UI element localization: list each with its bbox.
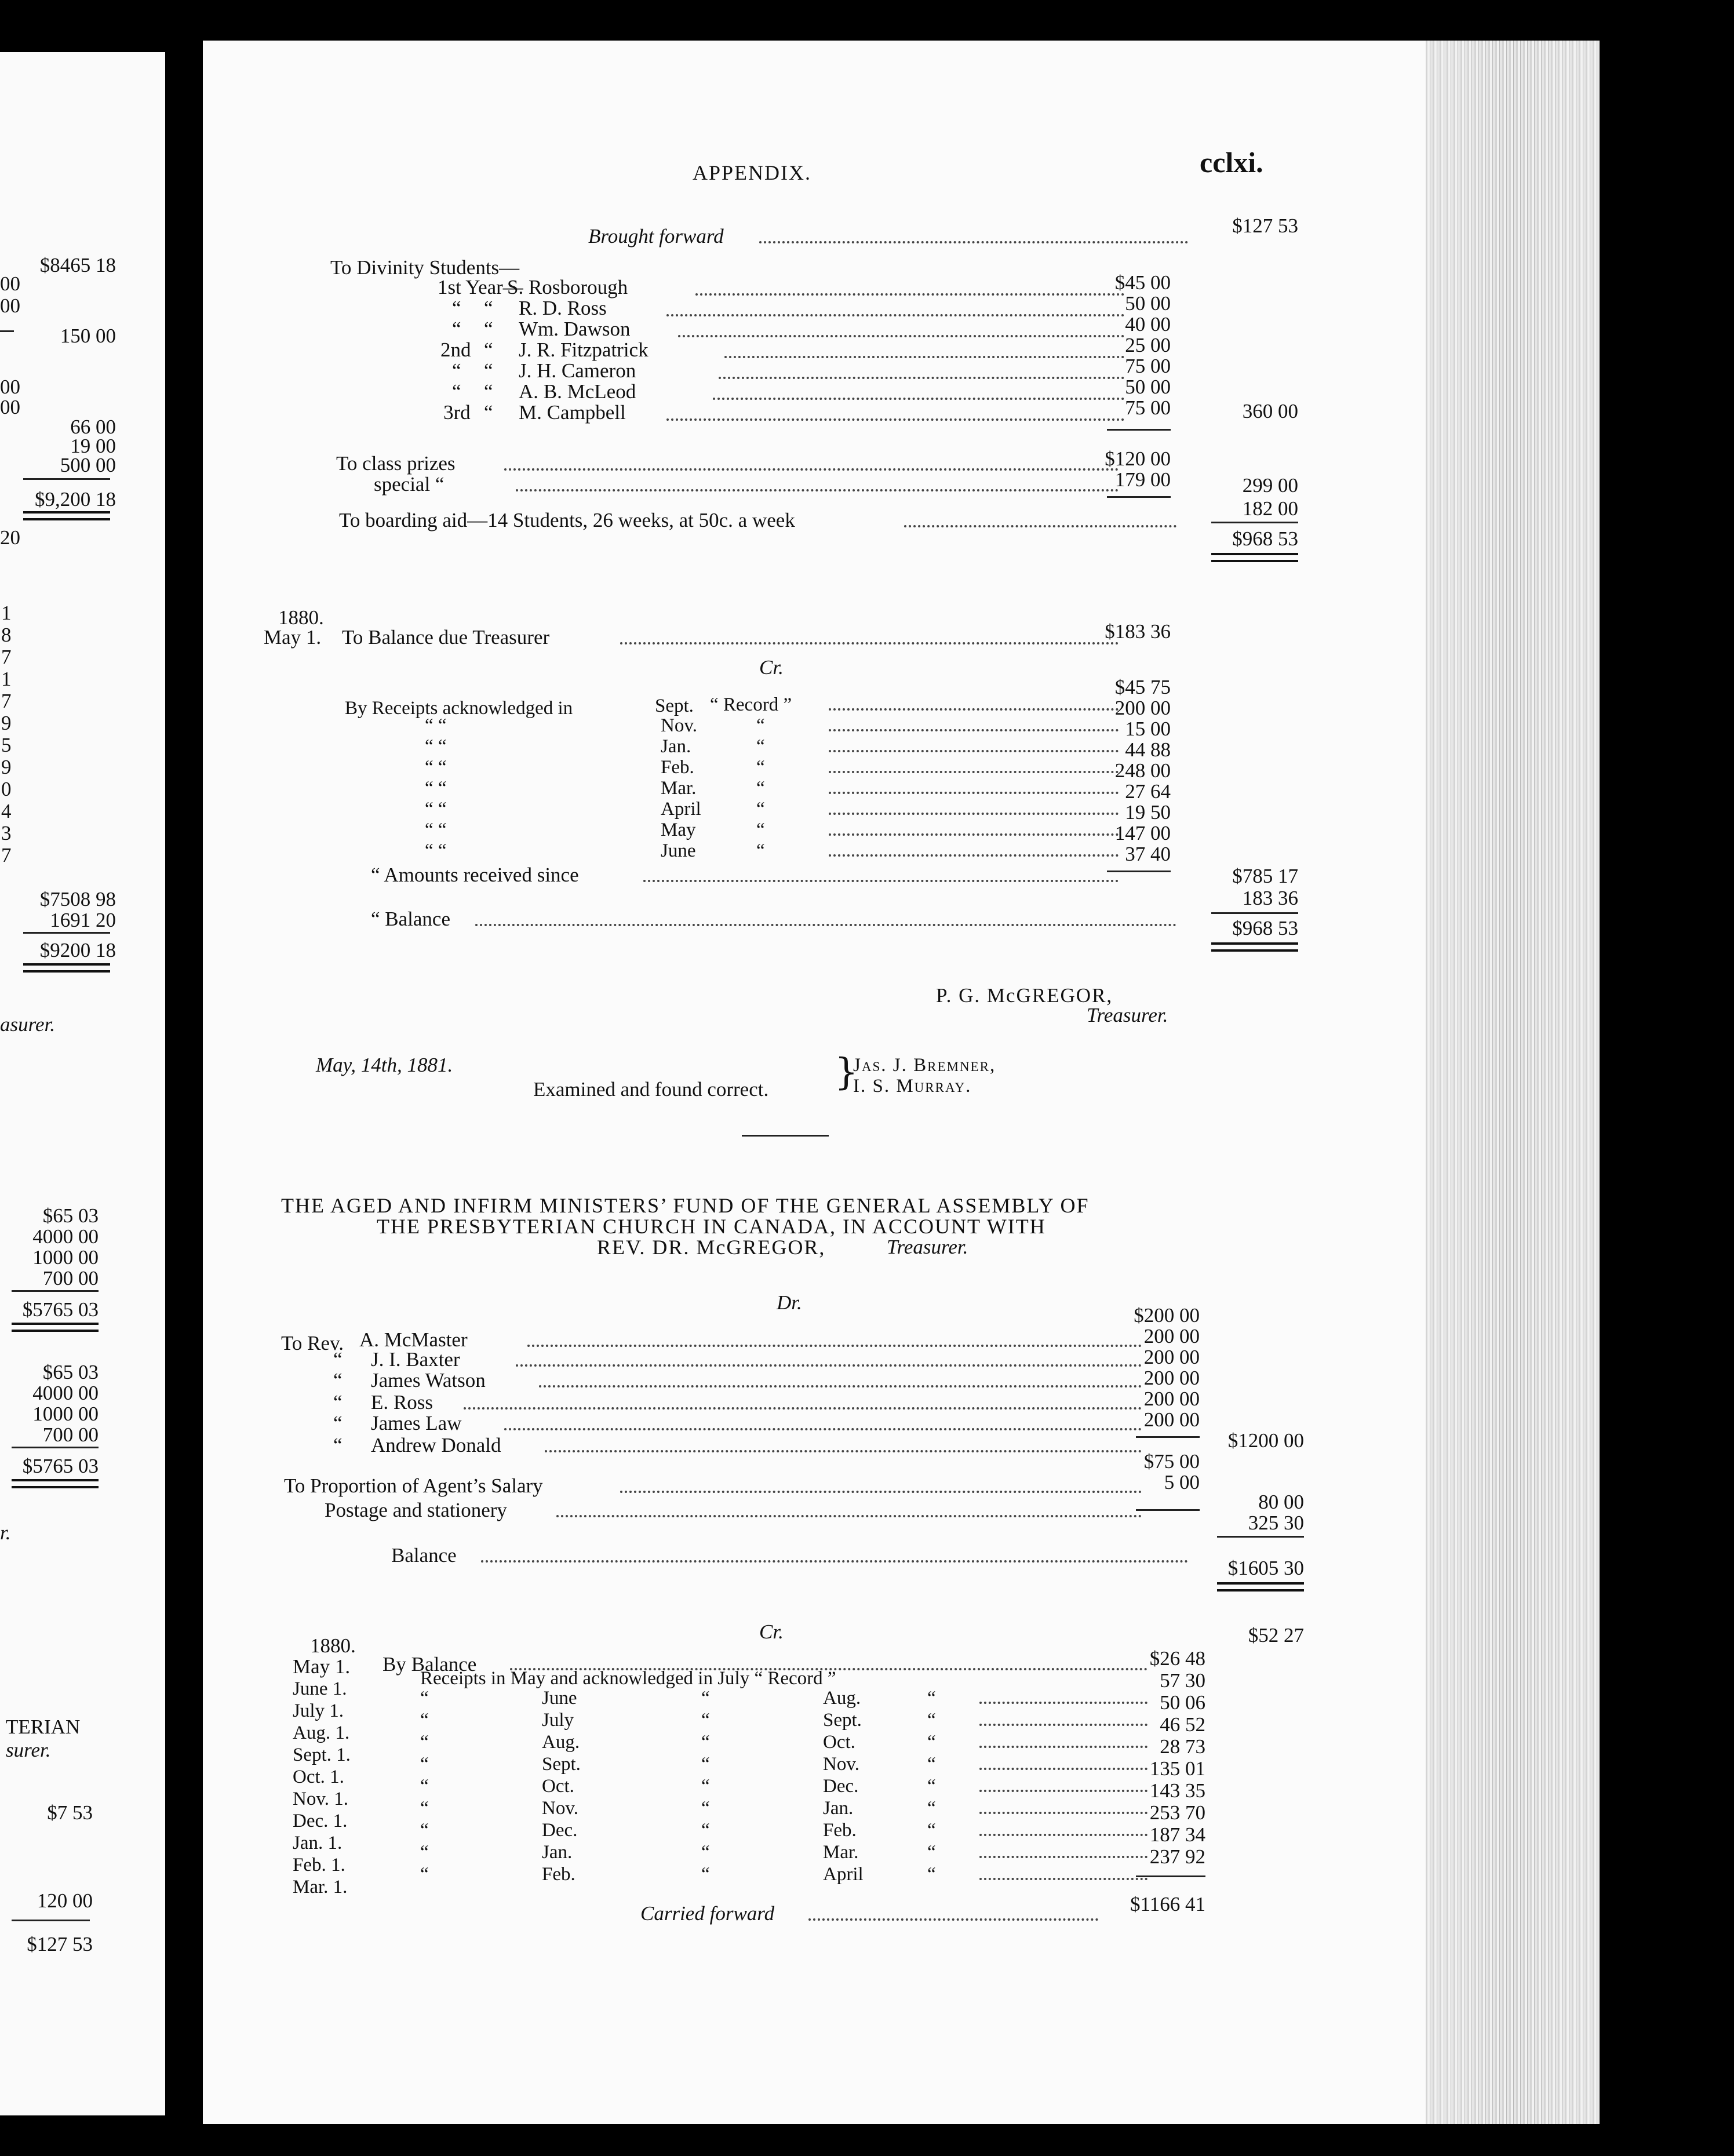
ditto-marks: “ “ (425, 778, 447, 799)
leader-dots (643, 880, 1119, 882)
left-fragment: 7 (1, 646, 12, 668)
entry-date: July 1. (293, 1700, 344, 1721)
brace: } (835, 1051, 858, 1094)
ditto-mark: “ (420, 1842, 429, 1863)
left-amount: 00 (0, 272, 20, 295)
ditto-mark: “ (484, 318, 493, 340)
credit-amount: 28 73 (1160, 1735, 1205, 1758)
subtotal-rule (1107, 871, 1171, 872)
receipt-month: Sept. (655, 695, 694, 716)
ditto-marks: “ “ (425, 715, 447, 736)
receipt-label: By Receipts acknowledged in (345, 698, 573, 719)
left-total: $5765 03 (22, 1298, 99, 1321)
month-received: Sept. (542, 1754, 581, 1775)
entry-date: Feb. 1. (293, 1855, 345, 1875)
minister-amount: 200 00 (1143, 1367, 1200, 1389)
ditto-mark: “ (333, 1348, 343, 1371)
ditto-marks: “ “ (425, 736, 447, 757)
minister-amount: 200 00 (1143, 1346, 1200, 1368)
ditto-mark: “ (484, 380, 493, 403)
treasurer-title: Treasurer. (1087, 1004, 1168, 1026)
student-name: R. D. Ross (519, 297, 607, 319)
month-acknowledged: Dec. (823, 1776, 859, 1797)
minister-amount: 200 00 (1143, 1408, 1200, 1431)
ditto-mark: “ (927, 1798, 936, 1819)
ditto-mark: “ (420, 1710, 429, 1731)
left-fragment: asurer. (0, 1013, 55, 1036)
amounts-since-label: “ Amounts received since (371, 864, 579, 886)
left-fragment: 7 (1, 844, 12, 866)
entry-date: Oct. 1. (293, 1767, 344, 1787)
leader-dots (481, 1560, 1188, 1563)
student-amount: 75 00 (1125, 396, 1171, 419)
boarding-label: To boarding aid—14 Students, 26 weeks, at 50c. a week (339, 509, 795, 531)
month-received: July (542, 1710, 574, 1731)
left-rule (12, 1290, 99, 1292)
student-amount: 75 00 (1125, 355, 1171, 377)
student-year: 2nd (440, 338, 471, 361)
month-acknowledged: April (823, 1864, 864, 1885)
month-received: Aug. (542, 1732, 580, 1753)
credit-amount: 237 92 (1149, 1845, 1205, 1868)
left-amount: 4000 00 (32, 1382, 99, 1404)
student-amount: $45 00 (1114, 271, 1171, 294)
total-rule (1211, 912, 1298, 914)
credit-amount: 57 30 (1160, 1669, 1205, 1692)
ditto-mark: “ (420, 1754, 429, 1775)
receipt-month: Mar. (661, 778, 697, 799)
left-amount: 00 (0, 376, 20, 398)
total-double-rule (1217, 1582, 1304, 1585)
special-prizes-amount: 179 00 (1114, 468, 1171, 491)
fund-title-line: REV. DR. McGREGOR, (597, 1236, 826, 1259)
left-amount: 20 (0, 526, 20, 549)
subtotal-rule (1107, 429, 1171, 431)
agent-salary-amount: $75 00 (1143, 1450, 1200, 1473)
leader-dots (979, 1878, 1148, 1880)
left-fragment: 7 (1, 690, 12, 712)
receipt-month: Nov. (661, 715, 697, 736)
ditto-mark: “ (701, 1798, 710, 1819)
student-year: “ (452, 380, 461, 403)
credit-amount: 187 34 (1149, 1823, 1205, 1846)
postage-amount: 5 00 (1164, 1471, 1200, 1494)
left-amount: 700 00 (42, 1423, 99, 1446)
receipt-amount: 37 40 (1125, 843, 1171, 865)
balance-due-label: To Balance due Treasurer (342, 626, 550, 649)
ditto-mark: “ (420, 1820, 429, 1841)
credit-amount: 135 01 (1149, 1757, 1205, 1780)
left-amount: 1691 20 (50, 909, 116, 931)
total-double-rule (1211, 553, 1298, 555)
examination-date: May, 14th, 1881. (316, 1054, 453, 1076)
receipt-amount: $45 75 (1114, 676, 1171, 698)
entry-date: Dec. 1. (293, 1811, 348, 1831)
debit-grand-total: $968 53 (1232, 527, 1298, 550)
ditto-mark: “ (756, 757, 765, 778)
left-fragment: 9 (1, 756, 12, 778)
prizes-total: 299 00 (1242, 474, 1298, 497)
left-fragment: surer. (6, 1739, 51, 1761)
examined-label: Examined and found correct. (533, 1078, 769, 1101)
ditto-mark: “ (701, 1732, 710, 1753)
section-divider (742, 1135, 829, 1137)
month-received: Nov. (542, 1798, 578, 1819)
student-name: Wm. Dawson (519, 318, 631, 340)
balance-year: 1880. (278, 606, 324, 629)
minister-name: James Law (371, 1412, 462, 1434)
student-amount: 25 00 (1125, 334, 1171, 356)
credit-amount: 46 52 (1160, 1713, 1205, 1736)
left-amount: $8465 18 (39, 254, 116, 276)
leader-dots (904, 525, 1176, 527)
credit-heading: Cr. (759, 1620, 784, 1643)
carried-forward-label: Carried forward (640, 1902, 775, 1925)
carried-forward-amount: $1166 41 (1130, 1893, 1205, 1915)
student-name: J. H. Cameron (519, 359, 636, 382)
left-rule (12, 1920, 90, 1921)
ditto-mark: “ (756, 799, 765, 820)
entry-date: Jan. 1. (293, 1833, 343, 1853)
treasurer-name: P. G. McGREGOR, (936, 984, 1113, 1007)
credit-balance-total: 183 36 (1242, 887, 1298, 909)
credit-amount: 50 06 (1160, 1691, 1205, 1714)
ditto-mark: “ (701, 1842, 710, 1863)
left-amount: 19 00 (70, 435, 116, 457)
ditto-mark: “ (927, 1820, 936, 1841)
leader-dots (759, 241, 1188, 243)
left-amount: 150 00 (60, 325, 116, 347)
leader-dots (475, 924, 1176, 926)
month-acknowledged: Feb. (823, 1820, 857, 1841)
credit-amount: 143 35 (1149, 1779, 1205, 1802)
ditto-mark: “ (420, 1688, 429, 1709)
left-amount: 66 00 (70, 416, 116, 438)
ditto-marks: “ “ (425, 840, 447, 861)
section2-balance-label: Balance (391, 1544, 457, 1567)
receipt-amount: 15 00 (1125, 718, 1171, 740)
by-balance-label: By Balance (382, 1653, 477, 1676)
ditto-mark: “ (756, 736, 765, 757)
debit-total: $1605 30 (1227, 1557, 1304, 1579)
credit-heading: Cr. (759, 656, 784, 679)
brought-forward-label: Brought forward (588, 225, 724, 247)
receipt-amount: 19 50 (1125, 801, 1171, 824)
divinity-total: 360 00 (1242, 400, 1298, 423)
ditto-mark: “ (927, 1864, 936, 1885)
month-received: Oct. (542, 1776, 574, 1797)
ditto-mark: “ (420, 1776, 429, 1797)
student-amount: 40 00 (1125, 313, 1171, 336)
left-fragment: 3 (1, 822, 12, 844)
leader-dots (556, 1515, 1142, 1517)
amounts-since-total: $785 17 (1232, 865, 1298, 887)
receipt-month: April (661, 799, 701, 820)
entry-date: Aug. 1. (293, 1722, 350, 1743)
page-number: cclxi. (1200, 146, 1263, 179)
student-name: M. Campbell (519, 401, 626, 424)
ditto-mark: “ (701, 1710, 710, 1731)
left-rule (23, 932, 110, 934)
leader-dots (808, 1918, 1098, 1921)
receipt-month: Jan. (661, 736, 691, 757)
debit-heading: Dr. (777, 1291, 802, 1314)
left-fragment: 5 (1, 734, 12, 756)
left-fragment: r. (0, 1521, 11, 1544)
minister-prefix: To Rev. (281, 1332, 344, 1354)
left-double-rule (12, 1323, 99, 1325)
left-double-rule (23, 963, 110, 966)
receipt-amount: 147 00 (1114, 822, 1171, 844)
left-amount: 00 (0, 294, 20, 317)
postage-label: Postage and stationery (325, 1499, 507, 1521)
left-fragment: 8 (1, 624, 12, 646)
ditto-mark: “ (927, 1688, 936, 1709)
student-amount: 50 00 (1125, 376, 1171, 398)
auditor-name: I. S. Murray. (853, 1076, 972, 1097)
left-rule (0, 330, 14, 332)
fund-title-role: Treasurer. (887, 1236, 968, 1258)
ditto-mark: “ (333, 1412, 343, 1434)
left-amount: $65 03 (42, 1361, 99, 1383)
left-double-rule (23, 511, 110, 513)
minister-name: Andrew Donald (371, 1434, 501, 1456)
balance-date: May 1. (264, 626, 322, 649)
ditto-mark: “ (756, 840, 765, 861)
receipt-month: June (661, 840, 696, 861)
total-rule (1217, 1536, 1304, 1538)
subtotal-rule (1136, 1875, 1205, 1877)
left-amount: $7508 98 (39, 888, 116, 911)
left-fragment: 1 (1, 602, 12, 624)
receipts-heading: Receipts in May and acknowledged in July “ Record ” (420, 1668, 836, 1689)
ministers-total: $1200 00 (1227, 1429, 1304, 1452)
ditto-mark: “ (333, 1369, 343, 1392)
brought-forward-total: $127 53 (1232, 214, 1298, 237)
credit-balance-total: $52 27 (1248, 1624, 1304, 1647)
student-year: 1st Year— (438, 276, 523, 298)
month-received: Feb. (542, 1864, 575, 1885)
ditto-mark: “ (420, 1798, 429, 1819)
credit-balance-label: “ Balance (371, 908, 450, 930)
left-total: $9200 18 (39, 939, 116, 962)
ditto-mark: “ (484, 359, 493, 382)
subtotal-rule (1136, 1509, 1200, 1511)
student-year: “ (452, 297, 461, 319)
ditto-marks: “ “ (425, 757, 447, 778)
receipt-amount: 248 00 (1114, 759, 1171, 782)
record-label: “ Record ” (710, 694, 792, 715)
book-page-edges (1426, 41, 1600, 2124)
credit-year: 1880. (310, 1634, 356, 1657)
appendix-page (203, 41, 1426, 2124)
student-year: “ (452, 318, 461, 340)
subtotal-rule (1107, 496, 1171, 498)
left-amount: $7 53 (47, 1801, 93, 1824)
entry-date: June 1. (293, 1678, 347, 1699)
ditto-mark: “ (701, 1820, 710, 1841)
student-amount: 50 00 (1125, 292, 1171, 315)
receipt-amount: 44 88 (1125, 738, 1171, 761)
ditto-mark: “ (484, 297, 493, 319)
ditto-mark: “ (701, 1864, 710, 1885)
left-total: $127 53 (27, 1933, 93, 1955)
ditto-mark: “ (927, 1842, 936, 1863)
month-acknowledged: Sept. (823, 1710, 862, 1731)
left-amount: 700 00 (42, 1267, 99, 1290)
auditor-name: Jas. J. Bremner, (853, 1055, 996, 1076)
ditto-mark: “ (927, 1710, 936, 1731)
agent-total: 80 00 (1258, 1491, 1304, 1513)
class-prizes-label: To class prizes (336, 452, 456, 475)
agent-salary-label: To Proportion of Agent’s Salary (284, 1474, 543, 1497)
ditto-mark: “ (756, 820, 765, 840)
month-acknowledged: Nov. (823, 1754, 859, 1775)
ditto-mark: “ (701, 1688, 710, 1709)
ditto-mark: “ (333, 1434, 343, 1456)
ditto-mark: “ (927, 1776, 936, 1797)
student-name: J. R. Fitzpatrick (519, 338, 649, 361)
receipt-month: May (661, 820, 696, 840)
month-acknowledged: Jan. (823, 1798, 854, 1819)
left-amount: 500 00 (60, 454, 116, 476)
ditto-mark: “ (420, 1864, 429, 1885)
ditto-mark: “ (420, 1732, 429, 1753)
minister-name: James Watson (371, 1369, 486, 1392)
student-year: “ (452, 359, 461, 382)
month-received: June (542, 1688, 577, 1709)
credit-amount: 253 70 (1149, 1801, 1205, 1824)
minister-amount: $200 00 (1134, 1304, 1200, 1327)
left-amount: 1000 00 (32, 1246, 99, 1269)
month-received: Dec. (542, 1820, 578, 1841)
left-total: $9,200 18 (35, 488, 116, 511)
left-amount: 120 00 (37, 1889, 93, 1912)
ditto-mark: “ (927, 1754, 936, 1775)
minister-name: J. I. Baxter (371, 1348, 460, 1371)
receipt-month: Feb. (661, 757, 694, 778)
minister-amount: 200 00 (1143, 1325, 1200, 1348)
ditto-mark: “ (756, 778, 765, 799)
fund-title-line: THE PRESBYTERIAN CHURCH IN CANADA, IN ACCOUNT WITH (377, 1215, 1046, 1238)
page-title: APPENDIX. (693, 161, 812, 184)
ditto-mark: “ (701, 1754, 710, 1775)
section2-balance-total: 325 30 (1248, 1512, 1304, 1534)
total-rule (1211, 522, 1298, 523)
balance-due-amount: $183 36 (1105, 620, 1171, 643)
student-year: 3rd (443, 401, 471, 424)
minister-amount: 200 00 (1143, 1387, 1200, 1410)
ditto-marks: “ “ (425, 820, 447, 840)
left-amount: $65 03 (42, 1204, 99, 1227)
ditto-mark: “ (333, 1391, 343, 1414)
special-prizes-label: special “ (374, 473, 445, 496)
entry-date: Mar. 1. (293, 1877, 348, 1898)
subtotal-rule (1136, 1436, 1200, 1438)
left-total: $5765 03 (22, 1455, 99, 1477)
ditto-mark: “ (484, 401, 493, 424)
ditto-marks: “ “ (425, 799, 447, 820)
left-rule (12, 1447, 99, 1448)
left-fragment: 0 (1, 778, 12, 800)
student-name: A. B. McLeod (519, 380, 636, 403)
credit-amount: $26 48 (1149, 1647, 1205, 1670)
ditto-mark: “ (756, 715, 765, 736)
entry-date: May 1. (293, 1655, 351, 1678)
left-fragment: TERIAN (6, 1716, 81, 1738)
student-name: S. Rosborough (507, 276, 628, 298)
previous-page-fragment (0, 52, 165, 2115)
divinity-heading: To Divinity Students— (330, 256, 520, 279)
left-amount: 4000 00 (32, 1225, 99, 1248)
ditto-mark: “ (701, 1776, 710, 1797)
fund-title-line: THE AGED AND INFIRM MINISTERS’ FUND OF THE GENERAL ASSEMBLY OF (281, 1194, 1090, 1217)
total-double-rule (1211, 942, 1298, 945)
receipt-amount: 200 00 (1114, 697, 1171, 719)
left-amount: 1000 00 (32, 1403, 99, 1425)
left-fragment: 9 (1, 712, 12, 734)
receipt-amount: 27 64 (1125, 780, 1171, 803)
ditto-mark: “ (484, 338, 493, 361)
left-fragment: 4 (1, 800, 12, 822)
left-double-rule (12, 1479, 99, 1481)
ditto-mark: “ (927, 1732, 936, 1753)
minister-name: A. McMaster (359, 1328, 468, 1351)
left-rule (23, 478, 110, 480)
minister-name: E. Ross (371, 1391, 433, 1414)
class-prizes-amount: $120 00 (1105, 447, 1171, 470)
left-amount: 00 (0, 396, 20, 418)
entry-date: Sept. 1. (293, 1745, 351, 1765)
boarding-total: 182 00 (1242, 497, 1298, 520)
month-acknowledged: Aug. (823, 1688, 861, 1709)
entry-date: Nov. 1. (293, 1789, 348, 1809)
month-acknowledged: Mar. (823, 1842, 859, 1863)
month-acknowledged: Oct. (823, 1732, 855, 1753)
left-fragment: 1 (1, 668, 12, 690)
credit-grand-total: $968 53 (1232, 917, 1298, 939)
month-received: Jan. (542, 1842, 573, 1863)
